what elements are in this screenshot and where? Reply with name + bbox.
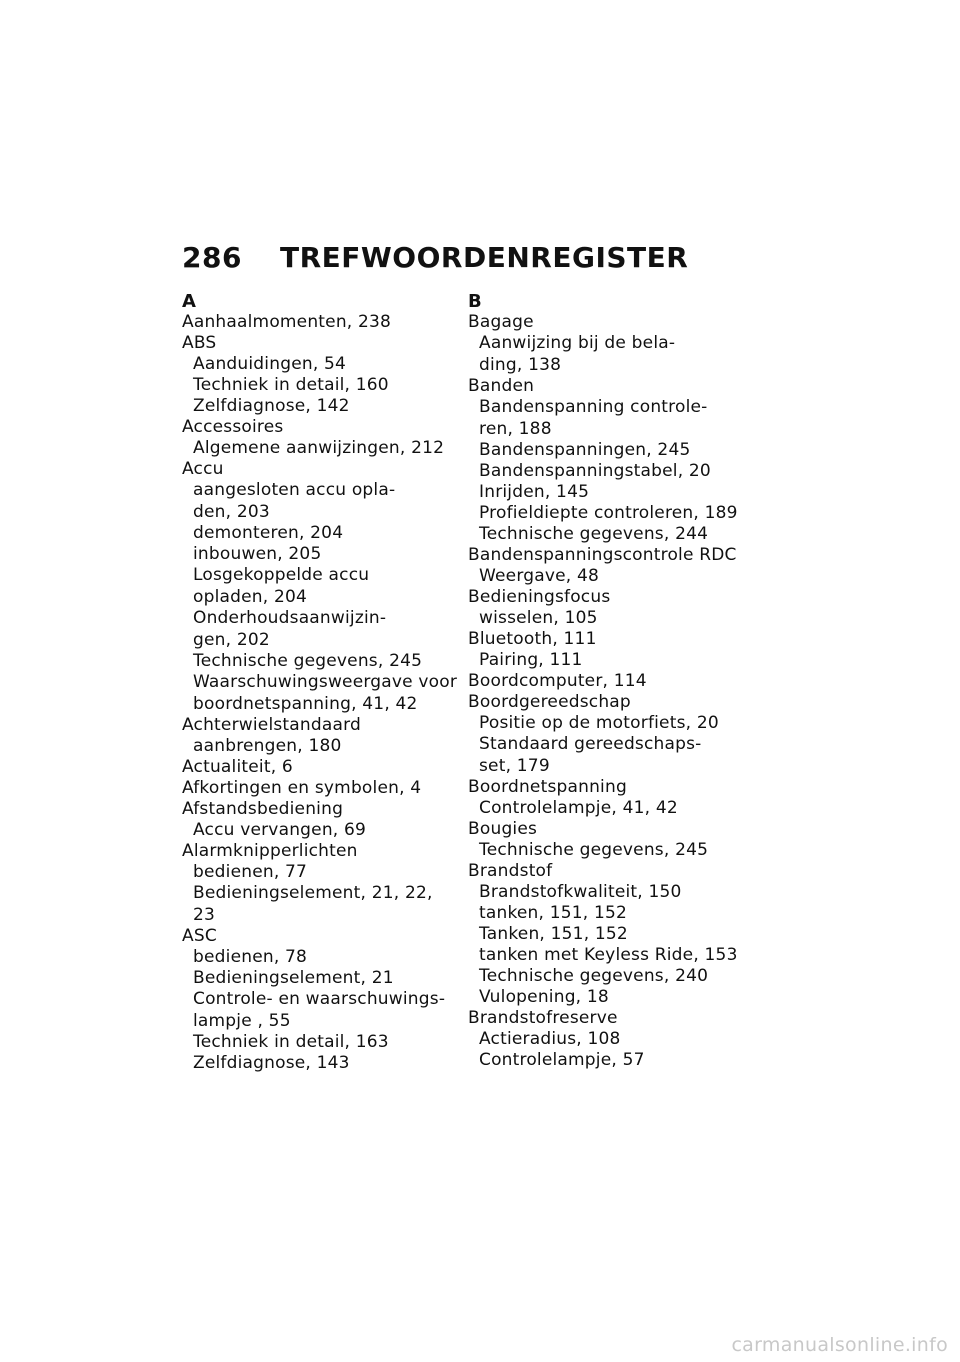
index-subentry: Pairing, 111 [479, 650, 583, 670]
index-entry: Bougies [468, 819, 538, 839]
index-subentry: Bedieningselement, 21 [193, 968, 394, 988]
index-subentry: Bandenspanningstabel, 20 [479, 461, 711, 481]
index-subentry: Controle- en waarschuwings- [193, 989, 446, 1009]
index-subentry: den, 203 [193, 502, 270, 522]
index-subentry: Zelfdiagnose, 142 [193, 396, 350, 416]
index-subentry: bedienen, 78 [193, 947, 308, 967]
index-subentry: opladen, 204 [193, 587, 308, 607]
index-subentry: Controlelampje, 57 [479, 1050, 645, 1070]
index-subentry: ding, 138 [479, 355, 562, 375]
index-subentry: Vulopening, 18 [479, 987, 609, 1007]
index-entry: Accu [182, 459, 224, 479]
index-subentry: Algemene aanwijzingen, 212 [193, 438, 445, 458]
index-subentry: Technische gegevens, 244 [479, 524, 709, 544]
index-entry: Bagage [468, 312, 534, 332]
index-subentry: Weergave, 48 [479, 566, 599, 586]
index-subentry: Brandstofkwaliteit, 150 [479, 882, 682, 902]
index-subentry: Accu vervangen, 69 [193, 820, 367, 840]
index-column-left [182, 291, 458, 1074]
index-entry: Bandenspanningscontrole RDC [468, 545, 737, 565]
index-subentry: Controlelampje, 41, 42 [479, 798, 678, 818]
index-subentry: set, 179 [479, 756, 550, 776]
index-subentry: aangesloten accu opla- [193, 480, 396, 500]
index-subentry: Onderhoudsaanwijzin- [193, 608, 387, 628]
index-entry: Aanhaalmomenten, 238 [182, 312, 392, 332]
index-subentry: Techniek in detail, 160 [193, 375, 389, 395]
index-subentry: Zelfdiagnose, 143 [193, 1053, 350, 1073]
index-entry: Alarmknipperlichten [182, 841, 358, 861]
index-subentry: inbouwen, 205 [193, 544, 322, 564]
index-subentry: Tanken, 151, 152 [479, 924, 628, 944]
index-subentry: gen, 202 [193, 630, 270, 650]
index-entry: Accessoires [182, 417, 284, 437]
index-subentry: Inrijden, 145 [479, 482, 590, 502]
watermark[interactable]: carmanualsonline.info [731, 1334, 948, 1356]
index-entry: Brandstofreserve [468, 1008, 618, 1028]
index-entry: Boordcomputer, 114 [468, 671, 647, 691]
index-subentry: Technische gegevens, 245 [479, 840, 709, 860]
index-subentry: lampje , 55 [193, 1011, 291, 1031]
index-subentry: Aanwijzing bij de bela- [479, 333, 676, 353]
index-entry: Bluetooth, 111 [468, 629, 597, 649]
index-entry: Achterwielstandaard [182, 715, 361, 735]
index-subentry: Standaard gereedschaps- [479, 734, 702, 754]
index-letter-heading: A [182, 291, 197, 312]
index-entry: Actualiteit, 6 [182, 757, 293, 777]
index-subentry: Positie op de motorfiets, 20 [479, 713, 719, 733]
index-subentry: Techniek in detail, 163 [193, 1032, 389, 1052]
index-subentry: demonteren, 204 [193, 523, 344, 543]
index-subentry: Bedieningselement, 21, 22, [193, 883, 433, 903]
index-subentry: Waarschuwingsweergave voor [193, 672, 458, 692]
index-subentry: wisselen, 105 [479, 608, 598, 628]
index-subentry: boordnetspanning, 41, 42 [193, 694, 418, 714]
index-subentry: Losgekoppelde accu [193, 565, 370, 585]
index-entry: Banden [468, 376, 535, 396]
index-entry: Boordgereedschap [468, 692, 631, 712]
index-entry: Brandstof [468, 861, 553, 881]
index-subentry: Bandenspanningen, 245 [479, 440, 691, 460]
index-subentry: Actieradius, 108 [479, 1029, 621, 1049]
index-entry: ABS [182, 333, 217, 353]
index-entry: Bedieningsfocus [468, 587, 611, 607]
index-subentry: tanken met Keyless Ride, 153 [479, 945, 738, 965]
index-entry: ASC [182, 926, 217, 946]
index-subentry: ren, 188 [479, 419, 552, 439]
index-subentry: Bandenspanning controle- [479, 397, 708, 417]
index-entry: Afkortingen en symbolen, 4 [182, 778, 422, 798]
index-subentry: 23 [193, 905, 216, 925]
index-subentry: Technische gegevens, 240 [479, 966, 709, 986]
index-subentry: aanbrengen, 180 [193, 736, 342, 756]
index-subentry: Aanduidingen, 54 [193, 354, 347, 374]
index-letter-heading: B [468, 291, 482, 312]
page-header [182, 241, 688, 274]
page-title: TREFWOORDENREGISTER [280, 241, 689, 274]
index-subentry: tanken, 151, 152 [479, 903, 628, 923]
index-entry: Boordnetspanning [468, 777, 627, 797]
index-subentry: Technische gegevens, 245 [193, 651, 423, 671]
index-subentry: bedienen, 77 [193, 862, 308, 882]
index-entry: Afstandsbediening [182, 799, 344, 819]
index-subentry: Profieldiepte controleren, 189 [479, 503, 738, 523]
page-number: 286 [182, 241, 242, 274]
index-column-right [468, 292, 748, 1071]
